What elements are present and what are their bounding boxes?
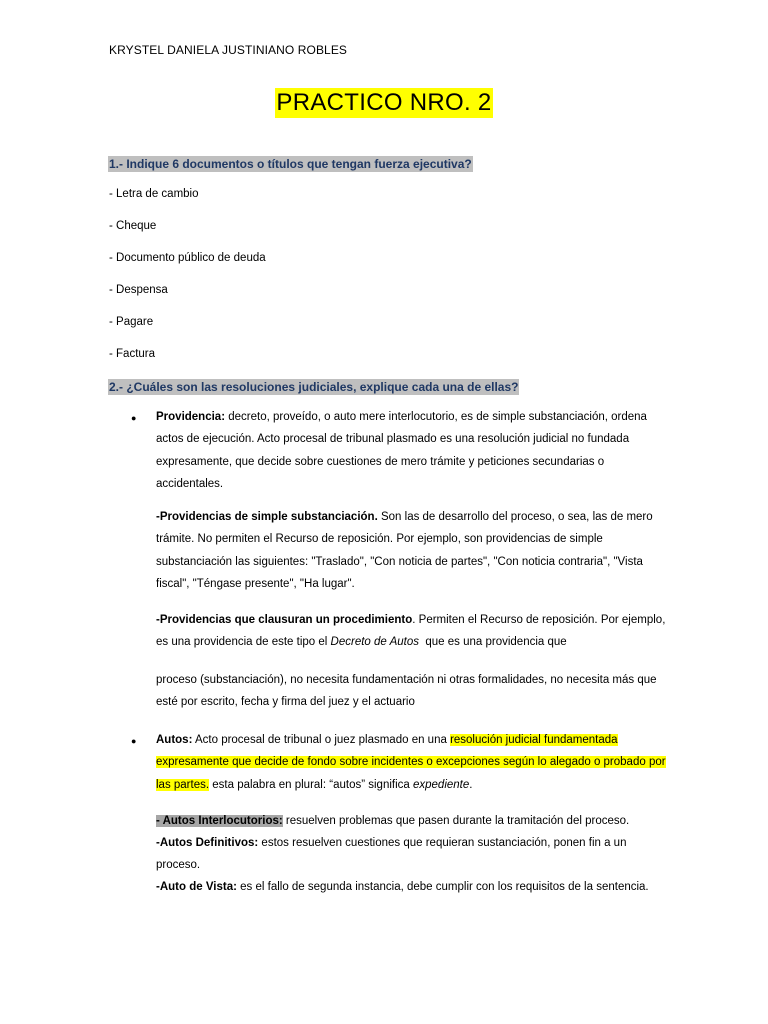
autos-text-a: Acto procesal de tribunal o juez plasmado en una (192, 734, 451, 746)
bullet-icon: ● (131, 736, 137, 746)
bullet-icon: ● (131, 413, 137, 423)
autos-definitivos-term: -Autos Definitivos: (156, 837, 259, 849)
auto-de-vista-line (156, 876, 671, 898)
providencias-clausuran-term: -Providencias que clausuran un procedimiento (156, 614, 413, 626)
list-item: - Documento público de deuda (109, 252, 266, 264)
list-item: - Letra de cambio (109, 188, 199, 200)
auto-de-vista-term: -Auto de Vista: (156, 881, 237, 893)
expediente-text: expediente (412, 778, 470, 791)
auto-de-vista-text: es el fallo de segunda instancia, debe cumplir con los requisitos de la sentencia. (236, 881, 649, 893)
autos-text-b: esta palabra en plural: “autos” significa (209, 778, 413, 791)
providencias-clausuran-text-b: que es una providencia que (418, 636, 567, 649)
providencia-paragraph (156, 406, 666, 496)
title-container (0, 88, 768, 118)
providencia-text: decreto, proveído, o auto mere interlocutorio, es de simple substanciación, ordena actos de ejecución. Acto procesal de tribunal plasmado es una resolución judicial no fundada expresamente, que decide sobre cuestiones de mero trámite y peticiones secundarias o accidentales. (156, 411, 647, 491)
autos-definitivos-line (156, 832, 671, 876)
providencias-clausuran-text-a: . Permiten el Recurso de reposición. Por ejemplo, es una providencia de este tipo el (156, 614, 666, 649)
autos-paragraph (156, 729, 666, 796)
providencias-simple-paragraph (156, 506, 666, 596)
decreto-de-autos-text: Decreto de Autos (330, 636, 419, 649)
question-2 (108, 378, 519, 396)
list-item: - Factura (109, 348, 156, 360)
providencias-simple-term: -Providencias de simple substanciación. (156, 511, 378, 523)
autos-text-c: . (469, 778, 473, 791)
list-item: - Cheque (109, 220, 157, 232)
autos-types-block (156, 810, 671, 898)
autos-interlocutorios-line (156, 810, 671, 832)
providencias-clausuran-continuation: proceso (substanciación), no necesita fundamentación ni otras formalidades, no necesita más que esté por escrito, fecha y firma del juez y el actuario (156, 674, 657, 709)
question-1 (108, 155, 473, 173)
question-1-text: 1.- Indique 6 documentos o títulos que tengan fuerza ejecutiva? (109, 157, 472, 171)
providencias-clausuran-paragraph (156, 609, 666, 654)
providencia-term: Providencia: (156, 411, 226, 423)
list-item: - Despensa (109, 284, 168, 296)
autos-interlocutorios-term: - Autos Interlocutorios: (156, 815, 283, 827)
autos-term: Autos: (156, 734, 193, 746)
question-2-text: 2.- ¿Cuáles son las resoluciones judiciales, explique cada una de ellas? (109, 380, 519, 394)
autos-definitivos-text: estos resuelven cuestiones que requieran sustanciación, ponen fin a un proceso. (156, 837, 627, 871)
author-name: KRYSTEL DANIELA JUSTINIANO ROBLES (109, 43, 348, 57)
autos-highlight-text: resolución judicial fundamentada expresamente que decide de fondo sobre incidentes o excepciones según lo alegado o probado por las partes. (156, 734, 666, 791)
providencias-simple-text: Son las de desarrollo del proceso, o sea, las de mero trámite. No permiten el Recurso de reposición. Por ejemplo, son providencias de simple substanciación las siguientes: "Traslado", "Con noticia de partes", "Con noticia contraria", "Vista fiscal", "Téngase presente", "Ha lugar". (156, 511, 653, 591)
document-title: PRACTICO NRO. 2 (276, 89, 492, 116)
list-item: - Pagare (109, 316, 154, 328)
autos-interlocutorios-text: resuelven problemas que pasen durante la tramitación del proceso. (282, 815, 630, 827)
